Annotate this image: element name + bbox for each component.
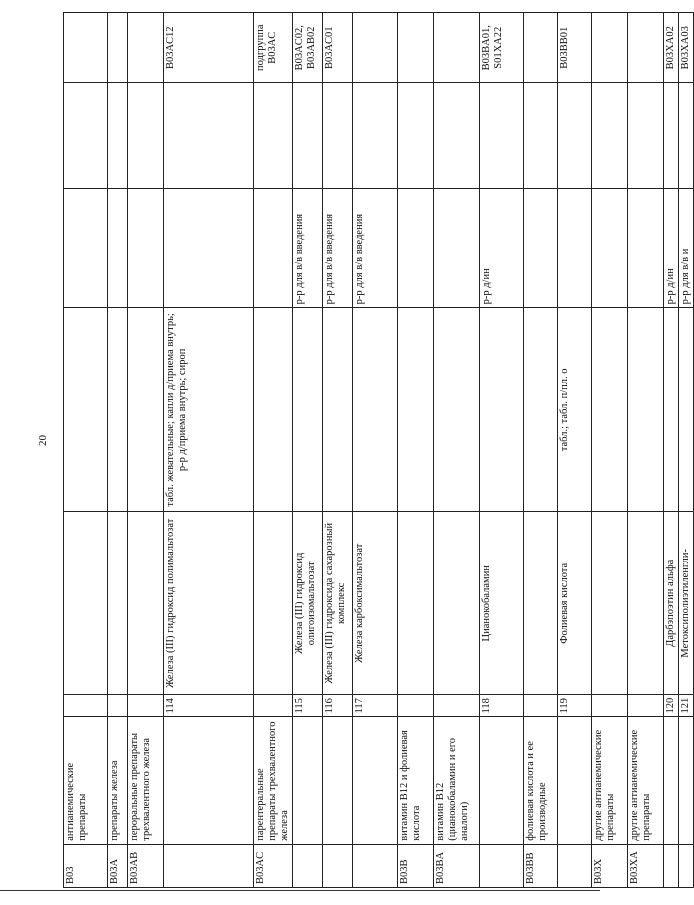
table-row: [64, 13, 108, 888]
row-number-cell: 121: [679, 695, 694, 717]
dosage-forms-cell: [524, 308, 558, 512]
atc-code-cell: B03BB: [524, 844, 558, 887]
empty-cell: [434, 83, 480, 188]
injection-forms-cell: р-р д/ин: [480, 188, 524, 308]
atc-code-cell: [480, 844, 524, 887]
empty-cell: [128, 83, 164, 188]
table-row: [664, 13, 679, 888]
atc-reference-cell: [628, 13, 664, 84]
empty-cell: [558, 83, 592, 188]
drug-table: [63, 12, 694, 888]
row-number-cell: 115: [293, 695, 323, 717]
atc-reference-cell: [398, 13, 434, 84]
table-row: [398, 13, 434, 888]
atc-code-cell: B03AC: [254, 844, 293, 887]
atc-code-cell: [164, 844, 254, 887]
injection-forms-cell: р-р для в/в введения: [293, 188, 323, 308]
atc-reference-cell: B03AC02, B03AB02: [293, 13, 323, 84]
dosage-forms-cell: [108, 308, 128, 512]
injection-forms-cell: р-р для в/в и: [679, 188, 694, 308]
group-name-cell: [293, 717, 323, 844]
injection-forms-cell: [434, 188, 480, 308]
atc-reference-cell: B03AC01: [323, 13, 353, 84]
empty-cell: [108, 83, 128, 188]
group-name-cell: пероральные препараты трехвалентного железа: [128, 717, 164, 844]
substance-name-cell: Дарбэпоэтин альфа: [664, 512, 679, 695]
group-name-cell: другие антианемические препараты: [628, 717, 664, 844]
dosage-forms-cell: [323, 308, 353, 512]
row-number-cell: 120: [664, 695, 679, 717]
atc-code-cell: [679, 844, 694, 887]
empty-cell: [628, 83, 664, 188]
group-name-cell: витамин B12 и фолиевая кислота: [398, 717, 434, 844]
empty-cell: [293, 83, 323, 188]
substance-name-cell: Железа (III) гидроксида сахарозный комплекс: [323, 512, 353, 695]
table-row: [353, 13, 398, 888]
row-number-cell: [434, 695, 480, 717]
table-row: [164, 13, 254, 888]
substance-name-cell: Метоксиполиэтиленгли-: [679, 512, 694, 695]
substance-name-cell: [108, 512, 128, 695]
dosage-forms-cell: [480, 308, 524, 512]
substance-name-cell: [524, 512, 558, 695]
group-name-cell: [323, 717, 353, 844]
injection-forms-cell: [628, 188, 664, 308]
substance-name-cell: Железа (III) гидроксид олигоизомальтозат: [293, 512, 323, 695]
substance-name-cell: Фолиевая кислота: [558, 512, 592, 695]
atc-reference-cell: [592, 13, 628, 84]
atc-reference-cell: [108, 13, 128, 84]
atc-reference-cell: [434, 13, 480, 84]
row-number-cell: [524, 695, 558, 717]
table-row: [293, 13, 323, 888]
substance-name-cell: [64, 512, 108, 695]
row-number-cell: [128, 695, 164, 717]
atc-code-cell: [293, 844, 323, 887]
group-name-cell: [353, 717, 398, 844]
substance-name-cell: [128, 512, 164, 695]
group-name-cell: фолиевая кислота и ее производные: [524, 717, 558, 844]
dosage-forms-cell: [628, 308, 664, 512]
table-row: [480, 13, 524, 888]
row-number-cell: 119: [558, 695, 592, 717]
substance-name-cell: [254, 512, 293, 695]
row-number-cell: 117: [353, 695, 398, 717]
atc-code-cell: B03B: [398, 844, 434, 887]
table-row: [592, 13, 628, 888]
row-number-cell: [592, 695, 628, 717]
injection-forms-cell: [128, 188, 164, 308]
injection-forms-cell: р-р д/ин: [664, 188, 679, 308]
row-number-cell: [64, 695, 108, 717]
group-name-cell: другие антианемические препараты: [592, 717, 628, 844]
empty-cell: [592, 83, 628, 188]
table-body: [64, 13, 694, 888]
table-row: [558, 13, 592, 888]
table-row: [434, 13, 480, 888]
substance-name-cell: Железа карбоксимальтозат: [353, 512, 398, 695]
empty-cell: [64, 83, 108, 188]
row-number-cell: [398, 695, 434, 717]
injection-forms-cell: [254, 188, 293, 308]
substance-name-cell: [398, 512, 434, 695]
injection-forms-cell: [592, 188, 628, 308]
injection-forms-cell: [558, 188, 592, 308]
atc-code-cell: [323, 844, 353, 887]
empty-cell: [679, 83, 694, 188]
injection-forms-cell: [524, 188, 558, 308]
injection-forms-cell: [108, 188, 128, 308]
substance-name-cell: Железа (III) гидроксид полимальтозат: [164, 512, 254, 695]
atc-code-cell: [353, 844, 398, 887]
atc-code-cell: B03: [64, 844, 108, 887]
injection-forms-cell: [64, 188, 108, 308]
atc-reference-cell: [353, 13, 398, 84]
atc-code-cell: B03XA: [628, 844, 664, 887]
atc-code-cell: B03AB: [128, 844, 164, 887]
substance-name-cell: [592, 512, 628, 695]
atc-code-cell: B03BA: [434, 844, 480, 887]
injection-forms-cell: р-р для в/в введения: [323, 188, 353, 308]
group-name-cell: [480, 717, 524, 844]
dosage-forms-cell: [434, 308, 480, 512]
atc-reference-cell: [128, 13, 164, 84]
page-number: 20: [37, 435, 49, 446]
table-row: [108, 13, 128, 888]
substance-name-cell: [434, 512, 480, 695]
group-name-cell: витамин B12 (цианокобаламин и его аналоги): [434, 717, 480, 844]
substance-name-cell: [628, 512, 664, 695]
table-row: [628, 13, 664, 888]
table-row: [679, 13, 694, 888]
atc-reference-cell: B03BB01: [558, 13, 592, 84]
group-name-cell: антианемические препараты: [64, 717, 108, 844]
atc-code-cell: B03X: [592, 844, 628, 887]
empty-cell: [323, 83, 353, 188]
group-name-cell: парентеральные препараты трехвалентного железа: [254, 717, 293, 844]
atc-reference-cell: B03XA03: [679, 13, 694, 84]
empty-cell: [353, 83, 398, 188]
group-name-cell: [164, 717, 254, 844]
table-row: [254, 13, 293, 888]
dosage-forms-cell: [128, 308, 164, 512]
row-number-cell: [254, 695, 293, 717]
row-number-cell: 116: [323, 695, 353, 717]
row-number-cell: 114: [164, 695, 254, 717]
injection-forms-cell: [164, 188, 254, 308]
group-name-cell: [664, 717, 679, 844]
atc-reference-cell: [524, 13, 558, 84]
injection-forms-cell: [398, 188, 434, 308]
injection-forms-cell: р-р для в/в введения: [353, 188, 398, 308]
atc-reference-cell: [64, 13, 108, 84]
row-number-cell: [108, 695, 128, 717]
dosage-forms-cell: [64, 308, 108, 512]
table-row: [128, 13, 164, 888]
group-name-cell: [679, 717, 694, 844]
document-table-rotated: [63, 12, 691, 888]
atc-reference-cell: подгруппа B03AC: [254, 13, 293, 84]
dosage-forms-cell: [592, 308, 628, 512]
empty-cell: [480, 83, 524, 188]
dosage-forms-cell: [293, 308, 323, 512]
substance-name-cell: Цианокобаламин: [480, 512, 524, 695]
table-row: [524, 13, 558, 888]
row-number-cell: 118: [480, 695, 524, 717]
atc-reference-cell: B03BA01, S01XA22: [480, 13, 524, 84]
dosage-forms-cell: [398, 308, 434, 512]
empty-cell: [398, 83, 434, 188]
dosage-forms-cell: табл.; табл. п/пл. о: [558, 308, 592, 512]
atc-reference-cell: B03AC12: [164, 13, 254, 84]
dosage-forms-cell: [679, 308, 694, 512]
bottom-rule: [0, 890, 600, 891]
dosage-forms-cell: [254, 308, 293, 512]
empty-cell: [254, 83, 293, 188]
atc-reference-cell: B03XA02: [664, 13, 679, 84]
table-row: [323, 13, 353, 888]
empty-cell: [164, 83, 254, 188]
group-name-cell: препараты железа: [108, 717, 128, 844]
empty-cell: [664, 83, 679, 188]
empty-cell: [524, 83, 558, 188]
dosage-forms-cell: [353, 308, 398, 512]
atc-code-cell: [558, 844, 592, 887]
atc-code-cell: B03A: [108, 844, 128, 887]
dosage-forms-cell: [664, 308, 679, 512]
dosage-forms-cell: табл. жевательные; капли д/приема внутрь; р-р д/приема внутрь; сироп: [164, 308, 254, 512]
group-name-cell: [558, 717, 592, 844]
atc-code-cell: [664, 844, 679, 887]
row-number-cell: [628, 695, 664, 717]
